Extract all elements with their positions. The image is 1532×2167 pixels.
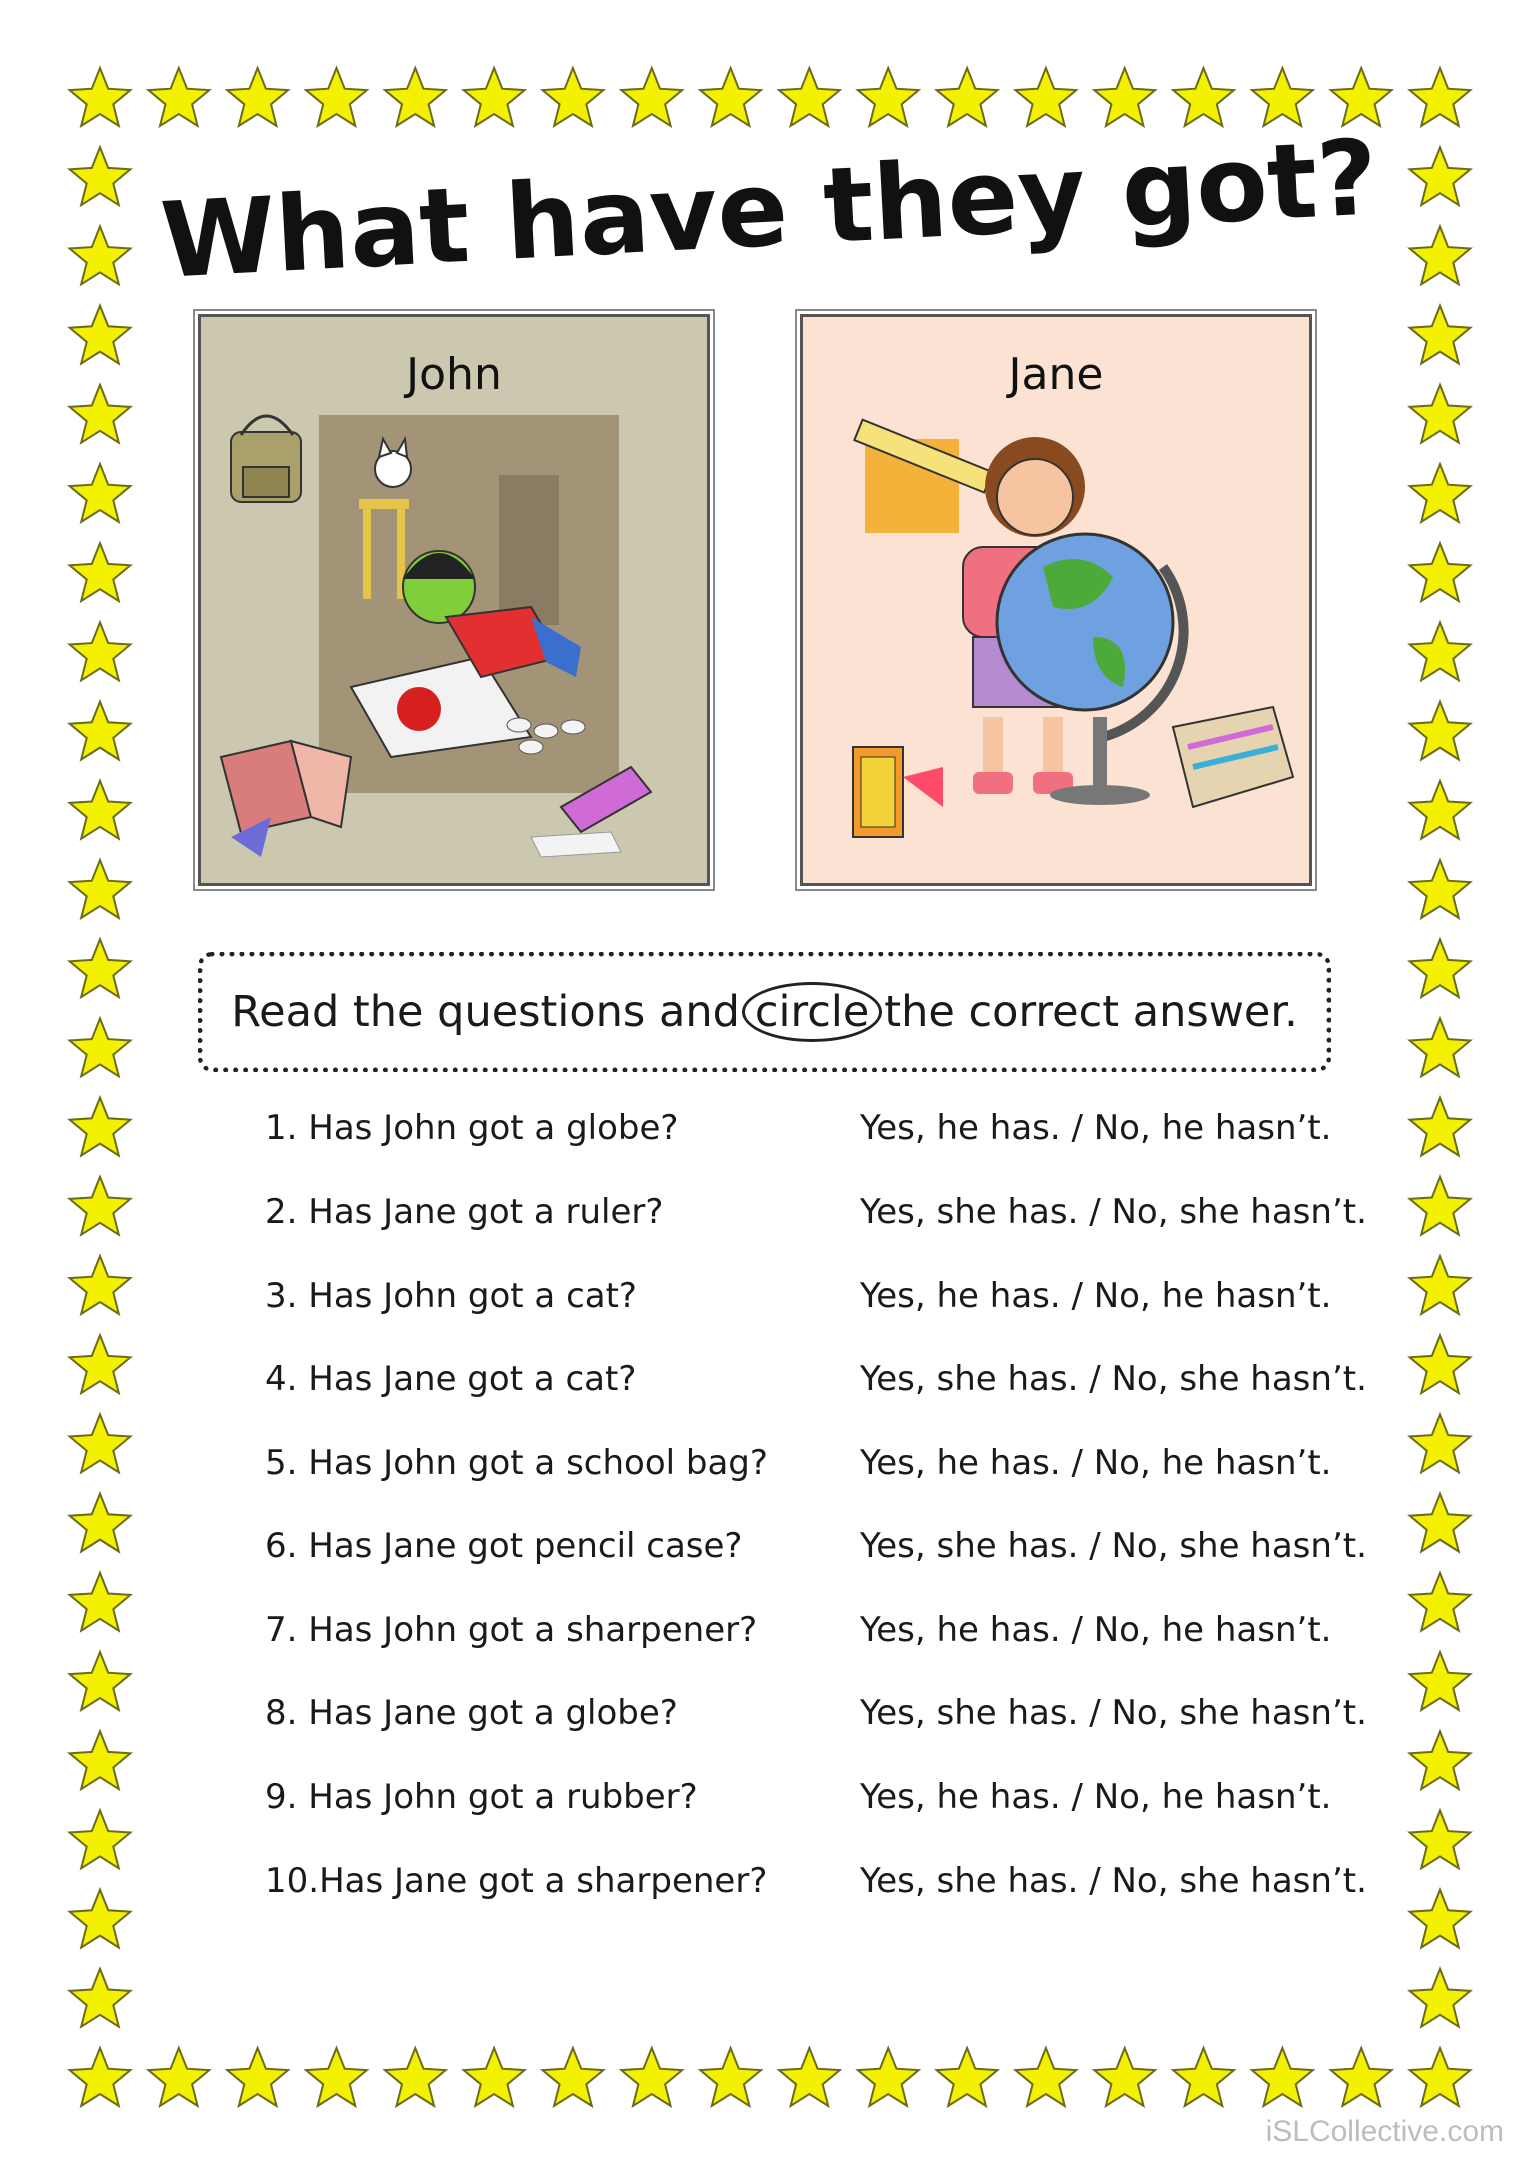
star-icon (779, 2048, 840, 2106)
star-icon (543, 68, 604, 126)
star-icon (70, 1573, 131, 1631)
star-icon (1410, 385, 1471, 443)
answer-options: Yes, he has. / No, he hasn’t. (860, 1108, 1332, 1148)
star-icon (1410, 1573, 1471, 1631)
star-icon (1410, 1018, 1471, 1076)
star-icon (70, 1256, 131, 1314)
john-label: John (406, 349, 502, 400)
star-icon (385, 2048, 446, 2106)
star-icon (779, 68, 840, 126)
star-icon (70, 1494, 131, 1552)
star-icon (621, 2048, 682, 2106)
star-icon (1331, 2048, 1392, 2106)
star-icon (70, 306, 131, 364)
answer-options: Yes, she has. / No, she hasn’t. (860, 1526, 1367, 1566)
star-icon (1410, 1414, 1471, 1472)
star-icon (1410, 68, 1471, 126)
star-icon (1173, 2048, 1234, 2106)
worksheet-title (157, 116, 1381, 302)
star-icon (937, 2048, 998, 2106)
star-icon (464, 2048, 525, 2106)
star-icon (306, 2048, 367, 2106)
star-icon (1410, 1731, 1471, 1789)
star-icon (464, 68, 525, 126)
star-icon (1094, 2048, 1155, 2106)
school-bag-icon (231, 416, 301, 502)
star-icon (1410, 1335, 1471, 1393)
star-icon (70, 1652, 131, 1710)
answer-options: Yes, he has. / No, he hasn’t. (860, 1610, 1332, 1650)
star-icon (1410, 1652, 1471, 1710)
answer-options: Yes, she has. / No, she hasn’t. (860, 1861, 1367, 1901)
star-icon (1094, 68, 1155, 126)
question-text: 10.Has Jane got a sharpener? (265, 1861, 768, 1901)
question-text: 2. Has Jane got a ruler? (265, 1192, 664, 1232)
jane-label: Jane (1008, 349, 1104, 400)
answer-options: Yes, she has. / No, she hasn’t. (860, 1192, 1367, 1232)
star-icon (1410, 781, 1471, 839)
title-text: What have they got? (157, 116, 1381, 302)
question-text: 1. Has John got a globe? (265, 1108, 679, 1148)
question-text: 4. Has Jane got a cat? (265, 1359, 637, 1399)
question-text: 9. Has John got a rubber? (265, 1777, 698, 1817)
star-icon (70, 1335, 131, 1393)
star-icon (70, 385, 131, 443)
star-icon (148, 2048, 209, 2106)
star-icon (700, 68, 761, 126)
answer-options: Yes, she has. / No, she hasn’t. (860, 1359, 1367, 1399)
star-icon (70, 2048, 131, 2106)
star-icon (70, 939, 131, 997)
star-icon (1410, 306, 1471, 364)
star-icon (621, 68, 682, 126)
star-icon (858, 68, 919, 126)
question-text: 5. Has John got a school bag? (265, 1443, 768, 1483)
answer-options: Yes, he has. / No, he hasn’t. (860, 1443, 1332, 1483)
star-icon (1410, 1810, 1471, 1868)
star-icon (1410, 622, 1471, 680)
star-icon (148, 68, 209, 126)
question-text: 7. Has John got a sharpener? (265, 1610, 758, 1650)
star-icon (1173, 68, 1234, 126)
star-icon (1252, 68, 1313, 126)
star-icon (1410, 147, 1471, 205)
instruction-text-before: Read the questions and (231, 987, 740, 1037)
star-icon (700, 2048, 761, 2106)
star-icon (70, 1890, 131, 1948)
star-icon (1410, 543, 1471, 601)
star-icon (227, 68, 288, 126)
star-icon (70, 68, 131, 126)
instruction-circled-word: circle (742, 982, 882, 1042)
john-illustration (201, 317, 707, 883)
answer-options: Yes, he has. / No, he hasn’t. (860, 1777, 1332, 1817)
star-icon (1410, 1890, 1471, 1948)
star-icon (1410, 2048, 1471, 2106)
book-icon (221, 741, 351, 857)
star-icon (70, 860, 131, 918)
instruction-text-after: the correct answer. (884, 987, 1298, 1037)
question-text: 3. Has John got a cat? (265, 1276, 637, 1316)
star-icon (70, 226, 131, 284)
question-text: 6. Has Jane got pencil case? (265, 1526, 743, 1566)
star-icon (70, 1018, 131, 1076)
star-icon (306, 68, 367, 126)
site-watermark: iSLCollective.com (1265, 2115, 1504, 2148)
star-icon (70, 1969, 131, 2027)
star-icon (70, 147, 131, 205)
pencil-case-icon (1173, 707, 1293, 807)
star-icon (1015, 2048, 1076, 2106)
star-icon (1410, 1256, 1471, 1314)
star-icon (1410, 464, 1471, 522)
john-picture-panel (198, 314, 710, 886)
star-icon (1410, 1177, 1471, 1235)
star-icon (70, 1098, 131, 1156)
star-icon (70, 1810, 131, 1868)
instruction-box (198, 952, 1331, 1072)
star-icon (1410, 1098, 1471, 1156)
star-icon (1410, 702, 1471, 760)
star-icon (70, 781, 131, 839)
star-icon (1410, 860, 1471, 918)
star-icon (1410, 939, 1471, 997)
jane-illustration (803, 317, 1309, 883)
sharpener-icon (853, 747, 943, 837)
star-icon (1410, 226, 1471, 284)
ruler-icon (854, 420, 992, 533)
star-icon (70, 1731, 131, 1789)
star-icon (1410, 1969, 1471, 2027)
jane-picture-panel (800, 314, 1312, 886)
question-text: 8. Has Jane got a globe? (265, 1693, 678, 1733)
star-icon (70, 1177, 131, 1235)
star-icon (227, 2048, 288, 2106)
globe-icon (997, 534, 1184, 805)
star-icon (70, 702, 131, 760)
star-icon (858, 2048, 919, 2106)
star-icon (1410, 1494, 1471, 1552)
star-icon (70, 1414, 131, 1472)
star-icon (70, 622, 131, 680)
star-icon (70, 543, 131, 601)
star-icon (385, 68, 446, 126)
answer-options: Yes, she has. / No, she hasn’t. (860, 1693, 1367, 1733)
star-icon (543, 2048, 604, 2106)
star-icon (1252, 2048, 1313, 2106)
star-icon (1015, 68, 1076, 126)
answer-options: Yes, he has. / No, he hasn’t. (860, 1276, 1332, 1316)
star-icon (70, 464, 131, 522)
star-icon (937, 68, 998, 126)
